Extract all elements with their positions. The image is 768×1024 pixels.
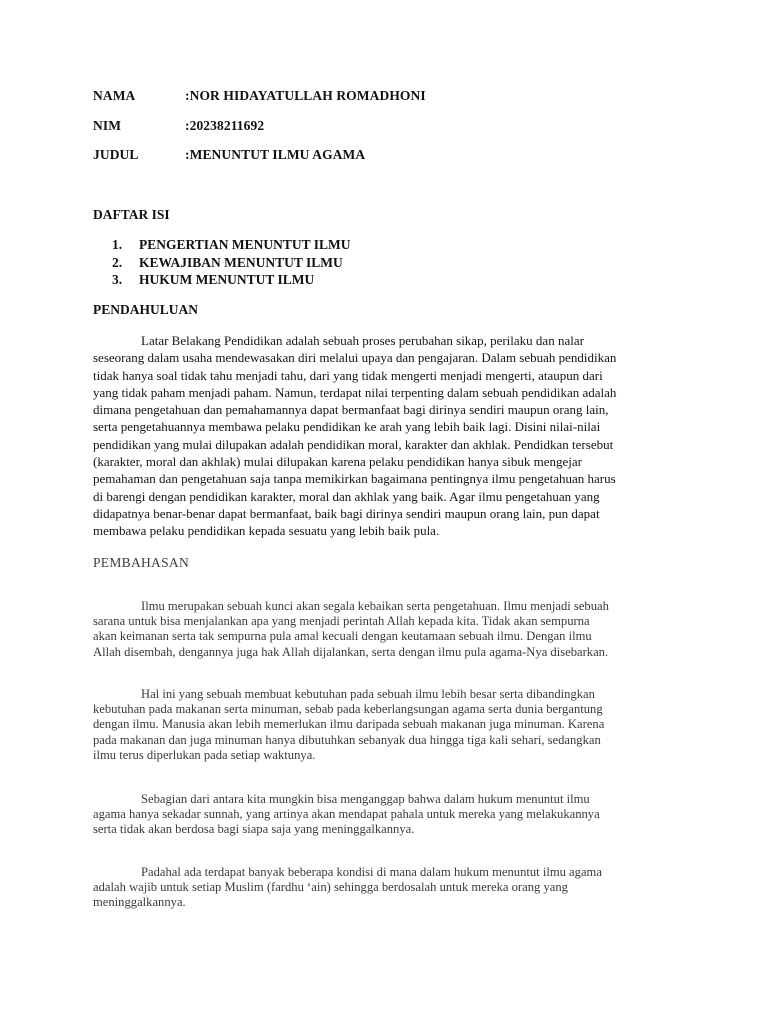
- text-line: meninggalkannya.: [93, 895, 186, 910]
- text-line: adalah wajib untuk setiap Muslim (fardhu ‘ain) sehingga berdosalah untuk mereka orang yang: [93, 880, 568, 895]
- intro-heading: PENDAHULUAN: [93, 302, 199, 317]
- discussion-paragraph: [93, 599, 671, 660]
- title-label: JUDUL: [93, 147, 139, 162]
- text-line: ilmu terus diperlukan pada setiap waktunya.: [93, 747, 316, 762]
- text-line: didapatnya benar-benar dapat bermanfaat, baik bagi dirinya sendiri maupun orang lain, pun dapat: [93, 505, 600, 521]
- text-line: Ilmu merupakan sebuah kunci akan segala kebaikan serta pengetahuan. Ilmu menjadi sebuah: [141, 599, 609, 613]
- toc-item-number: 2.: [112, 254, 123, 270]
- title-value: :MENUNTUT ILMU AGAMA: [185, 147, 366, 162]
- text-line: dimana pengetahuan dan pemahamannya dapat bermanfaat bagi dirinya sendiri maupun orang lain,: [93, 402, 609, 418]
- toc-list: [112, 236, 351, 289]
- text-line: di barengi dengan pendidikan karakter, moral dan akhlak yang baik. Agar ilmu pengetahuan yang: [93, 488, 600, 504]
- name-row: [93, 88, 426, 104]
- toc-item: [112, 254, 351, 272]
- toc-heading: DAFTAR ISI: [93, 207, 170, 222]
- text-line: pendidikan yang mulai dilupakan adalah pendidikan moral, karakter dan akhlak. Pendidkan tersebut: [93, 436, 614, 452]
- toc-item: [112, 236, 351, 254]
- text-line: Allah disembah, dengannya juga hak Allah dijalankan, serta dengan ilmu pula agama-Nya disebarkan.: [93, 644, 609, 659]
- toc-item-text: HUKUM MENUNTUT ILMU: [139, 272, 315, 287]
- nim-value: :20238211692: [185, 118, 265, 133]
- text-line: agama hanya sekadar sunnah, yang artinya akan mendapat pahala untuk mereka yang melakukannya: [93, 807, 600, 822]
- title-row: [93, 147, 365, 163]
- text-line: Sebagian dari antara kita mungkin bisa menganggap bahwa dalam hukum menuntut ilmu: [141, 792, 590, 806]
- text-line: serta pengetahuannya membawa pelaku pendidikan ke arah yang lebih baik lagi. Disini nilai-nilai: [93, 419, 601, 435]
- discussion-paragraph: [93, 687, 671, 763]
- text-line: Padahal ada terdapat banyak beberapa kondisi di mana dalam hukum menuntut ilmu agama: [141, 865, 602, 879]
- text-line: sarana untuk bisa menjalankan apa yang menjadi perintah Allah kepada kita. Tidak akan sempurna: [93, 614, 590, 629]
- text-line: pada makanan dan juga minuman hanya dibutuhkan sebanyak dua hingga tiga kali sehari, sedangkan: [93, 732, 601, 747]
- text-line: pemahaman dan pengetahuan saja tanpa memikirkan bagaimana pentingnya ilmu pengetahuan harus: [93, 471, 616, 487]
- name-label: NAMA: [93, 88, 136, 103]
- text-line: Latar Belakang Pendidikan adalah sebuah proses perubahan sikap, perilaku dan nalar: [141, 333, 584, 348]
- text-line: kebutuhan pada makanan serta minuman, sebab pada keberlangsungan agama serta dunia bergantung: [93, 702, 603, 717]
- toc-item: [112, 271, 351, 289]
- text-line: akan keimanan serta tak sempurna pula amal kecuali dengan keutamaan sebuah ilmu. Dengan ilmu: [93, 629, 592, 644]
- nim-label: NIM: [93, 118, 122, 133]
- text-line: yang tidak paham menjadi paham. Namun, terdapat nilai terpenting dalam sebuah pendidikan adalah: [93, 384, 617, 400]
- text-line: serta tidak akan berdosa bagi siapa saja yang meninggalkannya.: [93, 822, 415, 837]
- name-value: :NOR HIDAYATULLAH ROMADHONI: [185, 88, 426, 103]
- discussion-paragraph: [93, 792, 671, 838]
- text-line: dengan ilmu. Manusia akan lebih memerlukan ilmu daripada sebuah makanan juga minuman. Karena: [93, 717, 605, 732]
- text-line: tidak hanya soal tidak tahu menjadi tahu, dari yang tidak mengerti menjadi mengerti, ataupun dari: [93, 367, 603, 383]
- toc-item-number: 3.: [112, 272, 123, 287]
- text-line: Hal ini yang sebuah membuat kebutuhan pada sebuah ilmu lebih besar serta dibandingkan: [141, 687, 595, 701]
- toc-item-text: PENGERTIAN MENUNTUT ILMU: [139, 237, 351, 252]
- pembahasan-heading: PEMBAHASAN: [93, 555, 190, 570]
- toc-item-text: KEWAJIBAN MENUNTUT ILMU: [139, 254, 343, 270]
- nim-row: [93, 118, 264, 134]
- text-line: membawa pelaku pendidikan kepada sesuatu yang lebih baik pula.: [93, 523, 440, 539]
- text-line: seseorang dalam usaha mendewasakan diri melalui upaya dan pengajaran. Dalam sebuah pendidikan: [93, 350, 617, 366]
- toc-item-number: 1.: [112, 237, 123, 252]
- text-line: (karakter, moral dan akhlak) mulai dilupakan karena pelaku pendidikan hanya sibuk mengejar: [93, 454, 582, 470]
- discussion-paragraph: [93, 865, 671, 911]
- intro-paragraph: [93, 332, 671, 540]
